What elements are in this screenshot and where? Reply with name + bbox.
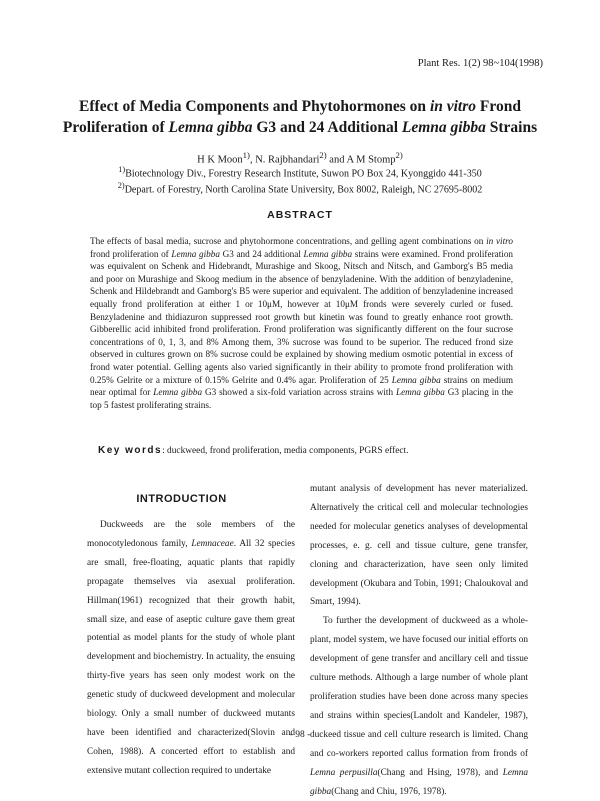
author-name: , N. Rajbhandari (249, 154, 320, 166)
abstract-italic: Lemna gibba (171, 248, 220, 259)
abstract-heading: ABSTRACT (267, 209, 333, 221)
page-number: - 98 - (289, 730, 311, 740)
title-text: Frond (476, 98, 521, 115)
title-italic: Lemna gibba (401, 119, 486, 136)
author-affil-mark: 2) (395, 150, 403, 160)
body-text: (Chang and Chiu, 1976, 1978). (331, 786, 447, 797)
affiliation-2 (40, 181, 560, 195)
paragraph (87, 516, 295, 781)
body-text: To further the development of duckweed as a whole-plant, model system, we have focused our initial efforts on development of gene transfer and ancillary cell and tissue culture methods. Although a large number of whole plant proliferation studies have been done across many species and strains within species(Landolt and Kandeler, 1987), duckeed tissue and cell culture research is limited. Chang and co-workers reported callus formation from fronds of (310, 616, 528, 759)
body-italic: Lemna gibba (310, 767, 528, 797)
body-italic: Lemna perpusilla (310, 767, 378, 778)
paragraph (310, 612, 528, 801)
abstract-body (90, 235, 513, 411)
abstract-italic: Lemna gibba (153, 387, 203, 398)
title-italic: Lemna gibba (168, 119, 253, 136)
author-affil-mark: 2) (319, 150, 327, 160)
title-text: Strains (485, 119, 538, 136)
keywords-text: duckweed, frond proliferation, media components, PGRS effect. (164, 446, 409, 456)
keywords-colon: : (162, 446, 165, 456)
title-text: G3 and 24 Additional (252, 119, 402, 136)
abstract-text: G3 and 24 additional (219, 248, 304, 259)
abstract-italic: in vitro (486, 236, 513, 246)
paragraph: mutant analysis of development has never materialized. Alternatively the critical cell and molecular technologies needed for molecular genetics analyses of developmental processes, e. g. cell and tissue culture, gene transfer, cloning and characterization, have seen only limited development (Okubara and Tobin, 1991; Chaloukoval and Smart, 1994). (310, 484, 528, 608)
affil-mark: 2) (117, 181, 125, 190)
body-italic: Lemnaceae (191, 538, 234, 549)
paper-title (40, 96, 560, 138)
abstract-text: G3 showed a six-fold variation across strains with (202, 387, 396, 398)
left-column (87, 516, 295, 781)
right-column (310, 480, 528, 801)
abstract-text: G3 placing in the top 5 fastest proliferating strains. (90, 387, 514, 410)
body-text: . All 32 species are small, free-floating, aquatic plants that rapidly propagate themselves via asexual proliferation. Hillman(1961) recognized that their growth habit, small size, and ease of aseptic culture gave them great potential as model plants for the study of whole plant development and biochemistry. In actuality, the ensuing thirty-five years has seen only modest work on the genetic study of duckweed development and molecular biology. Only a small number of duckweed mutants have been identified and characterized(Slovin and Cohen, 1988). A concerted effort to establish and extensive mutant collection required to undertake (87, 538, 295, 776)
abstract-italic: Lemna gibba (303, 248, 353, 259)
abstract-text: strains were examined. Frond proliferation was equivalent on Schenk and Hidebrandt, Murashige and Skoog, Nitsch and Nitsch, and Gamborg's B5 media and poor on Murashige and Skoog medium in the absence of benzyladenine. With the addition of benzyladenine, Schenk and Hildebrandt and Gamborg's B5 were superior and equivalent. The addition of benzyladenine increased equally frond proliferation at either 1 or 10μM, however at 10μM fronds were severely curled or fused. Benzyladenine and thidiazuron suppressed root growth but kinetin was found to greatly enhance root growth. Gibberellic acid inhibited frond proliferation. Frond proliferation was significantly different on the four sucrose concentrations of 0, 1, 3, and 8% Among them, 3% sucrose was found to be superior. The reduced frond size observed in cultures grown on 8% sucrose could be explained by showing medium osmotic potential in excess of frond water potential. Gelling agents also varied significantly in their ability to promote frond proliferation with 0.25% Gelrite or a mixture of 0.15% Gelrite and 0.4% agar. Proliferation of 25 (90, 248, 514, 385)
abstract-text: strains on medium near optimal for (90, 374, 514, 398)
title-text: Effect of Media Components and Phytohormones on (79, 98, 430, 115)
title-text: Proliferation of (62, 119, 169, 136)
affil-text: Biotechnology Div., Forestry Research Institute, Suwon PO Box 24, Kyonggido 441-350 (125, 168, 482, 180)
abstract-text: frond proliferation of (90, 248, 172, 259)
affiliation-1 (40, 165, 560, 179)
affil-mark: 1) (118, 165, 126, 174)
journal-citation: Plant Res. 1(2) 98~104(1998) (417, 58, 543, 69)
author-name: and A M Stomp (326, 154, 396, 166)
title-italic: in vitro (429, 98, 477, 115)
body-text: (Chang and Hsing, 1978), and (377, 767, 503, 778)
keywords-line (98, 445, 518, 456)
author-list (40, 150, 560, 166)
author-name: H K Moon (197, 154, 243, 166)
abstract-italic: Lemna gibba (391, 374, 441, 385)
introduction-heading: INTRODUCTION (136, 493, 227, 505)
author-affil-mark: 1) (242, 150, 250, 160)
abstract-text: The effects of basal media, sucrose and phytohormone concentrations, and gelling agent combinations on (90, 236, 487, 246)
abstract-italic: Lemna gibba (395, 387, 445, 398)
affil-text: Depart. of Forestry, North Carolina State University, Box 8002, Raleigh, NC 27695-8002 (124, 184, 483, 196)
keywords-label: Key words (98, 445, 163, 456)
body-text: Duckweeds are the sole members of the monocotyledonous family, (87, 520, 295, 549)
